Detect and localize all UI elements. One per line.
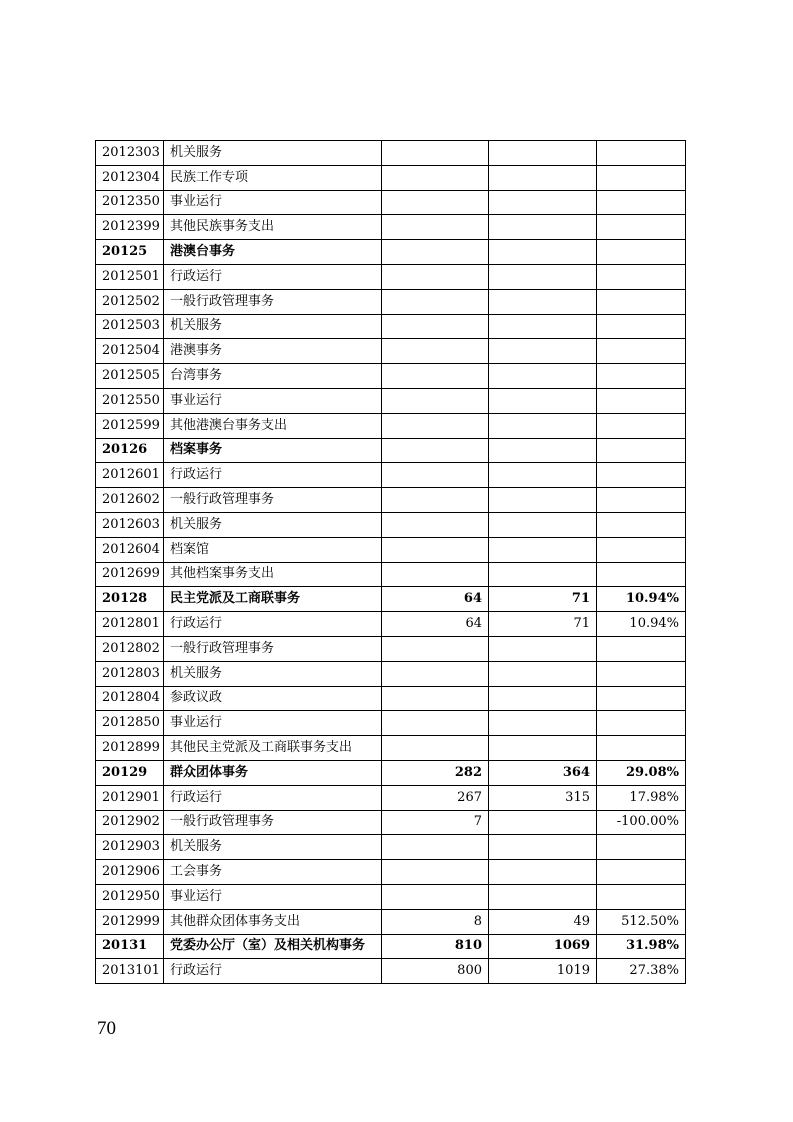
cell-code: 2012802 [96, 636, 164, 661]
cell-value-1 [382, 264, 489, 289]
table-row [96, 711, 686, 736]
cell-change-pct [597, 215, 686, 240]
cell-value-1 [382, 463, 489, 488]
cell-code: 2012901 [96, 785, 164, 810]
cell-value-2 [489, 736, 597, 761]
table-row [96, 388, 686, 413]
cell-value-2 [489, 190, 597, 215]
cell-code: 2012603 [96, 512, 164, 537]
cell-code: 2012906 [96, 860, 164, 885]
cell-value-2: 49 [489, 909, 597, 934]
cell-value-2 [489, 711, 597, 736]
table-row [96, 364, 686, 389]
cell-value-2 [489, 488, 597, 513]
table-row [96, 190, 686, 215]
table-row [96, 661, 686, 686]
cell-code: 2012501 [96, 264, 164, 289]
cell-item-name: 行政运行 [164, 785, 382, 810]
cell-value-1: 7 [382, 810, 489, 835]
cell-value-1 [382, 165, 489, 190]
table-row [96, 612, 686, 637]
cell-value-2 [489, 240, 597, 265]
cell-value-2 [489, 413, 597, 438]
cell-value-1 [382, 736, 489, 761]
table-row [96, 562, 686, 587]
cell-item-name: 一般行政管理事务 [164, 488, 382, 513]
cell-value-2 [489, 537, 597, 562]
table-row [96, 909, 686, 934]
cell-item-name: 机关服务 [164, 512, 382, 537]
cell-value-2 [489, 686, 597, 711]
cell-change-pct [597, 463, 686, 488]
table-row [96, 141, 686, 166]
cell-change-pct [597, 636, 686, 661]
cell-value-2 [489, 264, 597, 289]
table-row [96, 686, 686, 711]
cell-code: 2012999 [96, 909, 164, 934]
cell-code: 2012804 [96, 686, 164, 711]
cell-code: 2012504 [96, 339, 164, 364]
table-row [96, 760, 686, 785]
cell-change-pct [597, 413, 686, 438]
cell-value-2: 1069 [489, 934, 597, 959]
cell-item-name: 港澳台事务 [164, 240, 382, 265]
cell-change-pct [597, 488, 686, 513]
cell-item-name: 工会事务 [164, 860, 382, 885]
table-row [96, 264, 686, 289]
cell-change-pct: -100.00% [597, 810, 686, 835]
cell-value-2 [489, 215, 597, 240]
table-row [96, 810, 686, 835]
cell-code: 2012850 [96, 711, 164, 736]
cell-value-2 [489, 860, 597, 885]
cell-value-1 [382, 388, 489, 413]
cell-value-1 [382, 711, 489, 736]
cell-change-pct [597, 190, 686, 215]
cell-value-2 [489, 339, 597, 364]
cell-code: 2012550 [96, 388, 164, 413]
cell-item-name: 其他民主党派及工商联事务支出 [164, 736, 382, 761]
cell-value-1 [382, 884, 489, 909]
cell-item-name: 其他档案事务支出 [164, 562, 382, 587]
cell-code: 2012502 [96, 289, 164, 314]
cell-value-1 [382, 289, 489, 314]
cell-change-pct [597, 711, 686, 736]
table-row [96, 413, 686, 438]
table-row [96, 736, 686, 761]
cell-change-pct: 17.98% [597, 785, 686, 810]
cell-value-2 [489, 165, 597, 190]
budget-table [95, 140, 686, 984]
cell-value-1 [382, 215, 489, 240]
cell-value-2 [489, 636, 597, 661]
cell-change-pct [597, 537, 686, 562]
cell-value-1 [382, 562, 489, 587]
cell-change-pct [597, 314, 686, 339]
cell-change-pct: 31.98% [597, 934, 686, 959]
cell-code: 20129 [96, 760, 164, 785]
cell-value-2 [489, 810, 597, 835]
cell-value-2 [489, 364, 597, 389]
cell-value-1: 810 [382, 934, 489, 959]
table-row [96, 785, 686, 810]
cell-item-name: 行政运行 [164, 959, 382, 984]
cell-item-name: 机关服务 [164, 314, 382, 339]
cell-code: 2012304 [96, 165, 164, 190]
table-row [96, 884, 686, 909]
cell-change-pct [597, 240, 686, 265]
cell-item-name: 一般行政管理事务 [164, 636, 382, 661]
cell-code: 2012399 [96, 215, 164, 240]
cell-code: 2012604 [96, 537, 164, 562]
table-row [96, 636, 686, 661]
table-row [96, 289, 686, 314]
cell-value-2 [489, 661, 597, 686]
cell-value-2: 71 [489, 587, 597, 612]
cell-code: 2012599 [96, 413, 164, 438]
cell-item-name: 事业运行 [164, 388, 382, 413]
cell-value-2 [489, 562, 597, 587]
cell-value-1 [382, 240, 489, 265]
cell-code: 2012350 [96, 190, 164, 215]
cell-value-1 [382, 636, 489, 661]
page-number: 70 [97, 1018, 116, 1039]
cell-value-1 [382, 686, 489, 711]
cell-value-1 [382, 190, 489, 215]
cell-value-1 [382, 488, 489, 513]
cell-change-pct [597, 388, 686, 413]
cell-change-pct [597, 141, 686, 166]
cell-value-2: 364 [489, 760, 597, 785]
cell-change-pct [597, 661, 686, 686]
cell-item-name: 机关服务 [164, 835, 382, 860]
table-row [96, 463, 686, 488]
cell-code: 2012601 [96, 463, 164, 488]
table-row [96, 537, 686, 562]
cell-change-pct [597, 165, 686, 190]
cell-value-1 [382, 141, 489, 166]
cell-item-name: 民主党派及工商联事务 [164, 587, 382, 612]
cell-value-1 [382, 314, 489, 339]
cell-item-name: 事业运行 [164, 190, 382, 215]
cell-change-pct [597, 512, 686, 537]
cell-change-pct [597, 884, 686, 909]
cell-item-name: 民族工作专项 [164, 165, 382, 190]
cell-value-1: 64 [382, 612, 489, 637]
table-row [96, 240, 686, 265]
cell-item-name: 档案馆 [164, 537, 382, 562]
cell-value-1 [382, 860, 489, 885]
cell-code: 20126 [96, 438, 164, 463]
cell-value-1: 267 [382, 785, 489, 810]
cell-value-1: 64 [382, 587, 489, 612]
cell-item-name: 行政运行 [164, 264, 382, 289]
cell-change-pct: 10.94% [597, 612, 686, 637]
cell-value-1 [382, 661, 489, 686]
table-body [96, 141, 686, 984]
cell-item-name: 其他民族事务支出 [164, 215, 382, 240]
cell-code: 2012803 [96, 661, 164, 686]
cell-value-1 [382, 364, 489, 389]
table-row [96, 165, 686, 190]
cell-item-name: 档案事务 [164, 438, 382, 463]
cell-item-name: 其他港澳台事务支出 [164, 413, 382, 438]
cell-item-name: 其他群众团体事务支出 [164, 909, 382, 934]
cell-item-name: 台湾事务 [164, 364, 382, 389]
cell-code: 2012801 [96, 612, 164, 637]
cell-value-2 [489, 463, 597, 488]
cell-value-2 [489, 438, 597, 463]
cell-code: 2012602 [96, 488, 164, 513]
cell-item-name: 机关服务 [164, 141, 382, 166]
cell-value-2 [489, 884, 597, 909]
cell-code: 20128 [96, 587, 164, 612]
cell-value-1 [382, 413, 489, 438]
cell-change-pct [597, 364, 686, 389]
cell-value-1: 8 [382, 909, 489, 934]
cell-change-pct [597, 438, 686, 463]
cell-change-pct [597, 860, 686, 885]
table-row [96, 860, 686, 885]
cell-value-1 [382, 438, 489, 463]
cell-code: 2012899 [96, 736, 164, 761]
cell-item-name: 群众团体事务 [164, 760, 382, 785]
cell-code: 2012903 [96, 835, 164, 860]
cell-code: 2012950 [96, 884, 164, 909]
cell-item-name: 事业运行 [164, 884, 382, 909]
table-row [96, 488, 686, 513]
cell-code: 2012303 [96, 141, 164, 166]
cell-code: 20125 [96, 240, 164, 265]
cell-item-name: 行政运行 [164, 612, 382, 637]
cell-item-name: 港澳事务 [164, 339, 382, 364]
cell-item-name: 一般行政管理事务 [164, 289, 382, 314]
cell-value-2: 71 [489, 612, 597, 637]
cell-code: 2012902 [96, 810, 164, 835]
cell-change-pct: 512.50% [597, 909, 686, 934]
cell-change-pct [597, 339, 686, 364]
cell-value-2 [489, 314, 597, 339]
table-row [96, 438, 686, 463]
table-row [96, 314, 686, 339]
cell-change-pct [597, 736, 686, 761]
table-row [96, 587, 686, 612]
cell-value-2 [489, 388, 597, 413]
table-row [96, 934, 686, 959]
cell-change-pct: 29.08% [597, 760, 686, 785]
cell-change-pct [597, 562, 686, 587]
cell-change-pct [597, 835, 686, 860]
cell-value-1 [382, 339, 489, 364]
cell-code: 2012505 [96, 364, 164, 389]
cell-value-1: 282 [382, 760, 489, 785]
cell-value-2 [489, 289, 597, 314]
cell-value-1 [382, 537, 489, 562]
cell-code: 2012503 [96, 314, 164, 339]
cell-change-pct [597, 289, 686, 314]
table-row [96, 959, 686, 984]
cell-item-name: 一般行政管理事务 [164, 810, 382, 835]
table-row [96, 512, 686, 537]
cell-value-1 [382, 835, 489, 860]
cell-code: 20131 [96, 934, 164, 959]
cell-change-pct [597, 264, 686, 289]
cell-value-2 [489, 512, 597, 537]
cell-value-2 [489, 141, 597, 166]
cell-item-name: 参政议政 [164, 686, 382, 711]
table-row [96, 835, 686, 860]
cell-change-pct: 10.94% [597, 587, 686, 612]
table-row [96, 339, 686, 364]
cell-value-2: 315 [489, 785, 597, 810]
cell-code: 2012699 [96, 562, 164, 587]
cell-item-name: 行政运行 [164, 463, 382, 488]
cell-value-1: 800 [382, 959, 489, 984]
cell-change-pct: 27.38% [597, 959, 686, 984]
cell-item-name: 党委办公厅（室）及相关机构事务 [164, 934, 382, 959]
cell-value-2 [489, 835, 597, 860]
cell-value-1 [382, 512, 489, 537]
cell-value-2: 1019 [489, 959, 597, 984]
cell-item-name: 事业运行 [164, 711, 382, 736]
table-row [96, 215, 686, 240]
cell-item-name: 机关服务 [164, 661, 382, 686]
cell-change-pct [597, 686, 686, 711]
cell-code: 2013101 [96, 959, 164, 984]
